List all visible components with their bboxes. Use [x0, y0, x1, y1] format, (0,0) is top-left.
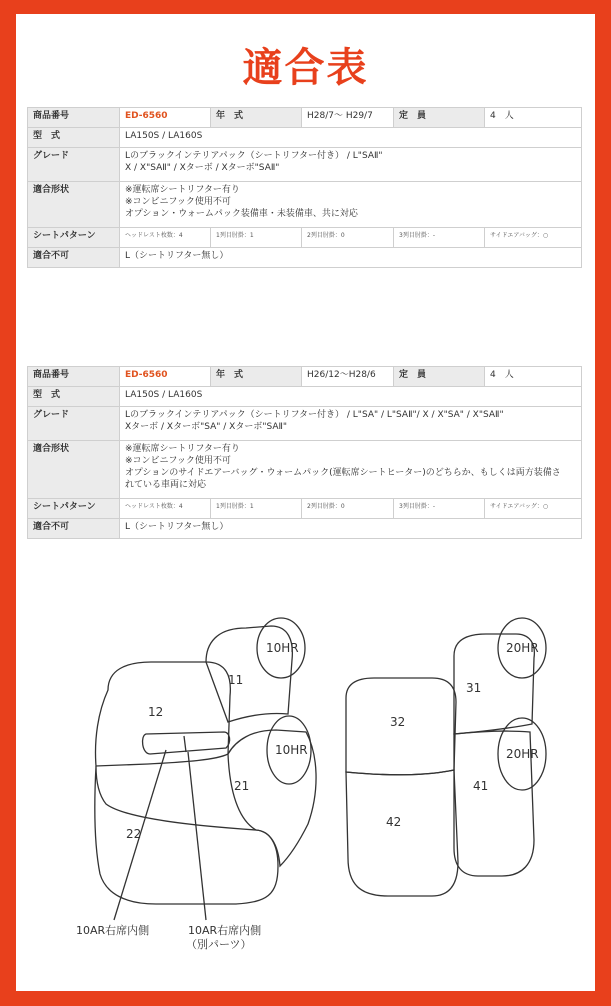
spec-table-2: [27, 366, 582, 539]
fit-value: [120, 182, 582, 228]
pattern-headrest: ヘッドレスト枚数：4: [120, 499, 211, 519]
pattern-row3: 3列目肘掛：-: [394, 499, 485, 519]
part-label-42: 42: [386, 815, 402, 829]
label-seats: 定 員: [394, 108, 485, 128]
label-model: 型 式: [28, 387, 120, 407]
label-pattern: シートパターン: [28, 499, 120, 519]
pattern-airbag: サイドエアバッグ：○: [485, 228, 582, 248]
fit-line: オプションのサイドエアーバッグ・ウォームパック(運転席シートヒーター)のどちらか、もしくは両方装備さ: [125, 468, 561, 478]
fit-value: [120, 441, 582, 499]
pattern-airbag: サイドエアバッグ：○: [485, 499, 582, 519]
grade-line: Xターボ / Xターボ"SA" / Xターボ"SAⅡ": [125, 422, 288, 432]
pattern-headrest: ヘッドレスト枚数：4: [120, 228, 211, 248]
part-label-32: 32: [390, 715, 406, 729]
seats-value: 4 人: [485, 108, 582, 128]
pattern-row1: 1列目肘掛：1: [211, 228, 302, 248]
grade-line: Lのブラックインテリアパック（シートリフター付き） / L"SAⅡ": [125, 151, 383, 161]
pattern-row3: 3列目肘掛：-: [394, 228, 485, 248]
pattern-row2: 2列目肘掛：0: [302, 228, 394, 248]
seat-rear-left: [346, 678, 458, 896]
part-label-20hr: 20HR: [506, 641, 539, 655]
callout-line-2: [188, 752, 206, 920]
spec-table-1: [27, 107, 582, 268]
part-label-31: 31: [466, 681, 482, 695]
label-seats: 定 員: [394, 367, 485, 387]
label-year: 年 式: [211, 108, 302, 128]
fit-line: ※コンビニフック使用不可: [125, 197, 231, 207]
fit-line: ※コンビニフック使用不可: [125, 456, 231, 466]
label-code: 商品番号: [28, 367, 120, 387]
seat-diagram: [56, 604, 556, 974]
notfit-value: L（シートリフター無し）: [120, 519, 582, 539]
callout-armrest-right: 10AR右席内側: [188, 924, 262, 937]
grade-value: [120, 407, 582, 441]
product-code: ED-6560: [120, 367, 211, 387]
part-label-21: 21: [234, 779, 250, 793]
grade-line: Lのブラックインテリアパック（シートリフター付き） / L"SA" / L"SAⅡ"/ X / X"SA" / X"SAⅡ": [125, 410, 504, 420]
content-card: [16, 14, 595, 991]
label-grade: グレード: [28, 407, 120, 441]
label-fit: 適合形状: [28, 182, 120, 228]
part-label-22: 22: [126, 827, 142, 841]
fit-line: オプション・ウォームパック装備車・未装備車、共に対応: [125, 209, 358, 219]
pattern-row1: 1列目肘掛：1: [211, 499, 302, 519]
label-notfit: 適合不可: [28, 519, 120, 539]
part-label-41: 41: [473, 779, 489, 793]
seat-front-left: [95, 662, 278, 904]
part-label-11: 11: [228, 673, 244, 687]
armrest-seam: [184, 736, 186, 752]
part-label-20hr: 20HR: [506, 747, 539, 761]
label-year: 年 式: [211, 367, 302, 387]
label-code: 商品番号: [28, 108, 120, 128]
year-value: H28/7〜 H29/7: [302, 108, 394, 128]
fit-line: ※運転席シートリフター有り: [125, 444, 240, 454]
label-pattern: シートパターン: [28, 228, 120, 248]
seat-front-right: [206, 618, 316, 866]
page-title: 適合表: [242, 45, 369, 91]
grade-line: X / X"SAⅡ" / Xターボ / Xターボ"SAⅡ": [125, 163, 280, 173]
part-label-12: 12: [148, 705, 164, 719]
callout-armrest-left: 10AR右席内側: [76, 924, 150, 937]
label-grade: グレード: [28, 148, 120, 182]
fit-line: ※運転席シートリフター有り: [125, 185, 240, 195]
product-code: ED-6560: [120, 108, 211, 128]
fit-line: れている車両に対応: [125, 480, 207, 490]
label-model: 型 式: [28, 128, 120, 148]
pattern-row2: 2列目肘掛：0: [302, 499, 394, 519]
seat-cushion-22: [95, 766, 278, 904]
year-value: H26/12〜H28/6: [302, 367, 394, 387]
notfit-value: L（シートリフター無し）: [120, 248, 582, 268]
model-value: LA150S / LA160S: [120, 128, 582, 148]
part-label-10hr: 10HR: [266, 641, 299, 655]
seat-cushion-42: [346, 770, 458, 896]
label-fit: 適合形状: [28, 441, 120, 499]
callout-separate-part: （別パーツ）: [186, 938, 252, 951]
part-label-10hr: 10HR: [275, 743, 308, 757]
label-notfit: 適合不可: [28, 248, 120, 268]
seats-value: 4 人: [485, 367, 582, 387]
model-value: LA150S / LA160S: [120, 387, 582, 407]
grade-value: [120, 148, 582, 182]
